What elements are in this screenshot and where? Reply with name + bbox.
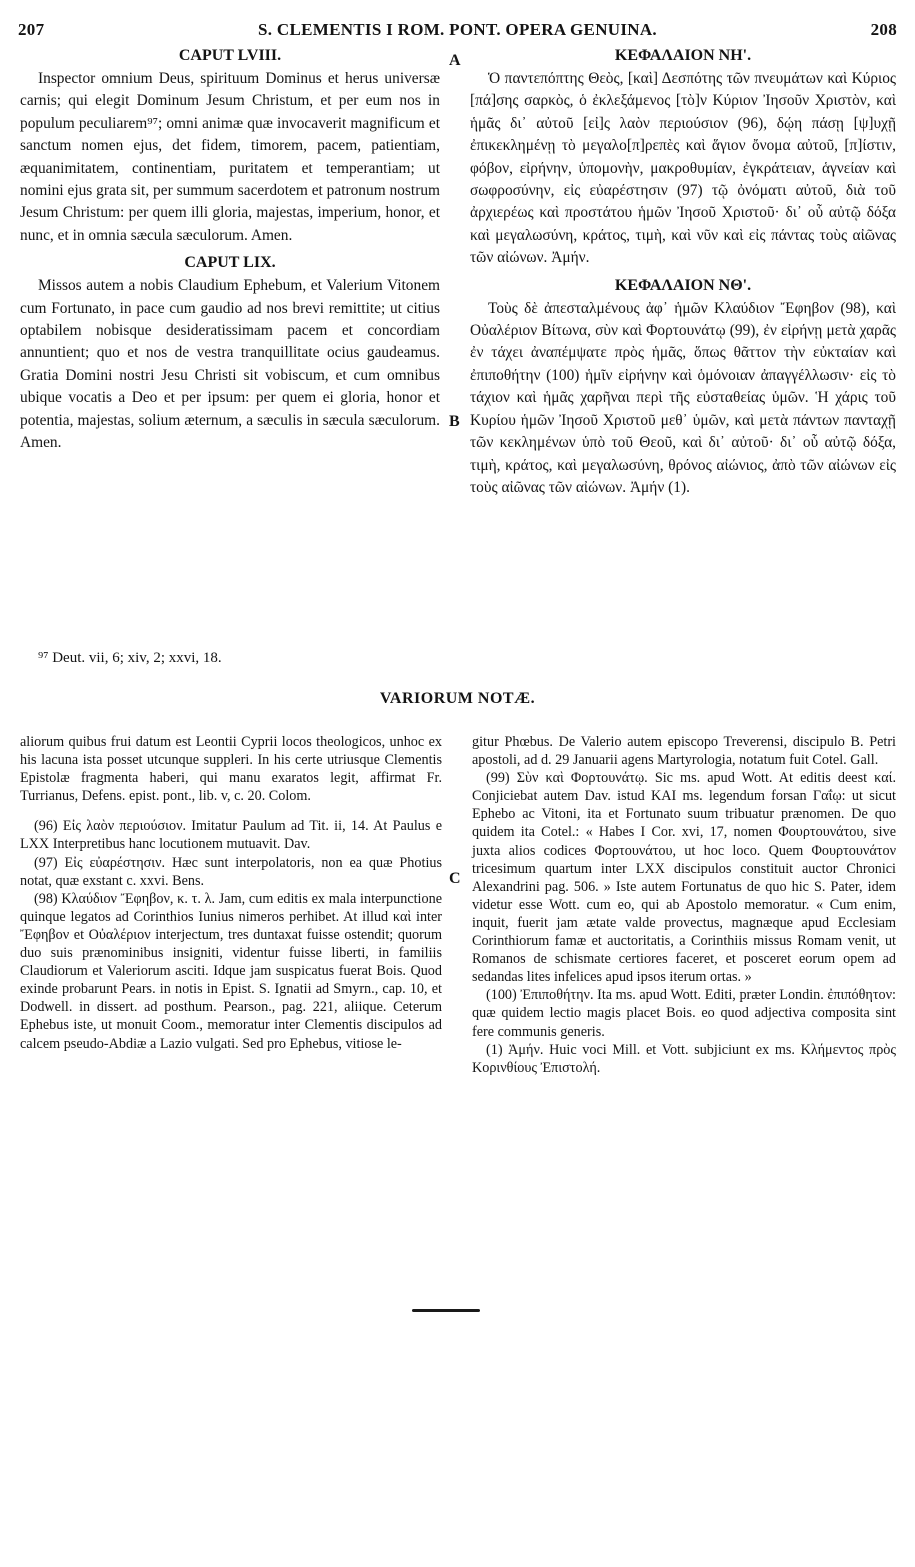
notes-heading: VARIORUM NOTÆ. [379, 690, 536, 707]
page-number-right: 208 [870, 20, 897, 39]
note-98-continuation: gitur Phœbus. De Valerio autem episcopo Treverensi, discipulo B. Petri apostoli, ad d. 29 Januarii agens Martyrologia, notatum fuit Cotel. Gall. [472, 734, 896, 769]
margin-marker-b: B [449, 413, 460, 430]
running-head [18, 20, 897, 46]
greek-chapter-58-title: ΚΕΦΑΛΑΙΟΝ ΝΗ'. [614, 47, 752, 64]
greek-chapter-59-title: ΚΕΦΑΛΑΙΟΝ ΝΘ'. [614, 276, 752, 294]
running-title: S. CLEMENTIS I ROM. PONT. OPERA GENUINA. [258, 20, 657, 39]
margin-marker-c: C [449, 870, 461, 887]
greek-chapter-59-text: Τοὺς δὲ ἀπεσταλμένους ἀφ᾽ ἡμῶν Κλαύδιον Ἔφηβον (98), καὶ Οὐαλέριον Βίτωνα, σὺν καὶ Φορτουνάτῳ (99), ἐν εἰρήνῃ μετὰ χαρᾶς ἐν τάχει ἀναπέμψατε πρὸς ἡμᾶς, ὅπως θᾶττον τὴν εὐκταίαν καὶ ἐπιποθήτην (100) ἡμῖν εἰρήνην καὶ ὁμόνοιαν ἀπαγγέλλωσιν· εἰς τὸ τάχιον καὶ ἡμᾶς χαρῆναι περὶ τῆς εὐσταθείας ὑμῶν. Ἡ χάρις τοῦ Κυρίου ἡμῶν Ἰησοῦ Χριστοῦ μεθ᾽ ὑμῶν, καὶ μετὰ πάντων πανταχῇ τῶν κεκλημένων ὑπὸ τοῦ Θεοῦ, καὶ δι᾽ αὐτοῦ· δι᾽ οὗ αὐτῷ δόξα, τιμὴ, κράτος, καὶ μεγαλωσύνη, θρόνος αἰώνιος, ἀπὸ τῶν αἰώνων εἰς τοὺς αἰῶνας τῶν αἰώνων. Ἀμήν (1). [470, 299, 896, 496]
latin-chapter-58-text: Inspector omnium Deus, spirituum Dominus et herus universæ carnis; qui elegit Dominum Jesum Christum, et per eum nos in populum peculiarem⁹⁷; omni animæ quæ invocaverit magnificum et sanctum nomen ejus, det fidem, timorem, pacem, patientiam, æquanimitatem, continentiam, puritatem et temperantiam; ut nomini ejus grata sit, per summum sacerdotem et patronum nostrum Jesum Christum: per quem illi gloria, majestas, imperium, honor, et nunc, et in omnia sæcula sæculorum. Amen. [20, 70, 440, 244]
page-number-left: 207 [18, 20, 45, 39]
note-99: (99) Σὺν καὶ Φορτουνάτῳ. Sic ms. apud Wott. At editis deest καί. Conjiciebat autem Dav. istud ΚΑΙ ms. legendum forsan Γαΐῳ: ut sicut Ephebo ac Vitoni, ita et Fortunato suum tribuatur prænomen. De quo quidem ita Cotel.: « Habes I Cor. xvi, 17, nomen Φουρτουνάτου, sive juxta alios codices Φορτουνάτου, ut hoc loco. Quem Φουρτουνάτον tricesimum quartum inter LXX discipulos constituit auctor Chronici Alexandrini pag. 506. » Iste autem Fortunatus de quo hic S. Pater, idem videtur esse Wott. cum eo, qui ab Apostolo memoratur. « Cum enim, inquit, fuerit jam ætate valde provectus, magnæque apud Ecclesiam Corinthiorum famæ et auctoritatis, a Corinthiis missus Romam venit, ut Romanos de schismate certiores faceret, et posceret eorum opem ad sedandas lites infelices apud ipsos iterum ortas. » [472, 770, 896, 986]
note-100: (100) Ἐπιποθήτην. Ita ms. apud Wott. Editi, præter Londin. ἐπιπόθητον: quæ quidem lectio magis placet Bois. eo quod adjectiva composita sint fere communis generis. [472, 987, 896, 1040]
latin-chapter-59-text: Missos autem a nobis Claudium Ephebum, et Valerium Vitonem cum Fortunato, in pace cum gaudio ad nos brevi remittite; ut citius optabilem nobisque desideratissimam pacem et concordiam annuntient; quo et nos de vestra tranquillitate ocius gaudeamus. Gratia Domini nostri Jesu Christi sit vobiscum, et cum omnibus ubique vocatis a Deo et per ipsum: per quem ei gloria, honor et potentia, majestas, solium æternum, a sæculis in sæcula sæculorum. Amen. [20, 277, 440, 452]
note-96: (96) Εἰς λαὸν περιούσιον. Imitatur Paulum ad Tit. ii, 14. At Paulus e LXX Interpretibus hanc locutionem mutuavit. Dav. [20, 818, 442, 853]
latin-chapter-59-title: CAPUT LIX. [184, 254, 276, 272]
end-rule-divider [412, 1309, 480, 1312]
greek-column [470, 44, 896, 503]
note-97: (97) Εἰς εὐαρέστησιν. Hæc sunt interpolatoris, non ea quæ Photius notat, quæ exstant c. xxvi. Bens. [20, 854, 442, 889]
note-continuation: aliorum quibus frui datum est Leontii Cyprii locos theologicos, unhoc ex his lacuna ista posset utcunque suppleri. In his certe utriusque Clementis Epistolæ fragmenta haberi, qui manu exaratos legit, affirmat Fr. Turrianus, Defens. epist. pont., lib. v, c. 20. Colom. [20, 734, 442, 805]
scripture-footnote: ⁹⁷ Deut. vii, 6; xiv, 2; xxvi, 18. [38, 650, 222, 666]
latin-column [20, 44, 440, 459]
note-1: (1) Ἀμήν. Huic voci Mill. et Vott. subjiciunt ex ms. Κλήμεντος πρὸς Κορινθίους Ἐπιστολή. [472, 1041, 896, 1076]
note-98: (98) Κλαύδιον Ἔφηβον, κ. τ. λ. Jam, cum editis ex mala interpunctione quinque legatos ad Corinthios Iunius nimeros perhibet. At illud καὶ inter Ἔφηβον et Οὐαλέριον interjectum, tres duntaxat fuisse ostendit; quorum duo suis prænominibus insigniti, videntur fuisse liberti, in familiis Claudiorum et Valeriorum asciti. Idque jam suspicatus fuerat Bois. Quod exinde probarunt Pears. in notis in Epist. S. Ignatii ad Smyrn., cap. 10, et Dodwell. in dissert. ad posthum. Pearson., pag. 221, aliique. Ceterum Ephebus iste, ut monuit Coom., memoratur inter Clementis discipulos ad calcem pseudo-Abdiæ a Lazio vulgati. Sed pro Ephebus, vitiose le- [20, 890, 442, 1052]
notes-left-column [20, 733, 442, 1053]
notes-right-column [472, 733, 896, 1077]
margin-marker-a: A [449, 52, 461, 69]
greek-chapter-58-text: Ὁ παντεπόπτης Θεὸς, [καὶ] Δεσπότης τῶν πνευμάτων καὶ Κύριος [πά]σης σαρκὸς, ὁ ἐκλεξάμενος [τὸ]ν Κύριον Ἰησοῦν Χριστὸν, καὶ ἡμᾶς δι᾽ αὐτοῦ [εἰ]ς λαὸν περιούσιον (96), δῴη πάσῃ [ψ]υχῇ ἐπικεκλημένῃ τὸ μεγαλο[π]ρεπὲς καὶ ἅγιον ὄνομα αὐτοῦ, [π]ίστιν, φόβον, εἰρήνην, ὑπομονὴν, μακροθυμίαν, ἐγκράτειαν, ἁγνείαν καὶ σωφροσύνην, εἰς εὐαρέστησιν (97) τῷ ὀνόματι αὐτοῦ, διὰ τοῦ ἀρχιερέως καὶ προστάτου ἡμῶν Ἰησοῦ Χριστοῦ· δι᾽ οὗ αὐτῷ δόξα καὶ μεγαλωσύνη, κράτος, τιμὴ, καὶ νῦν καὶ εἰς πάντας τοὺς αἰῶνας τῶν αἰώνων. Ἀμήν. [470, 70, 896, 267]
latin-chapter-58-title: CAPUT LVIII. [178, 47, 282, 64]
